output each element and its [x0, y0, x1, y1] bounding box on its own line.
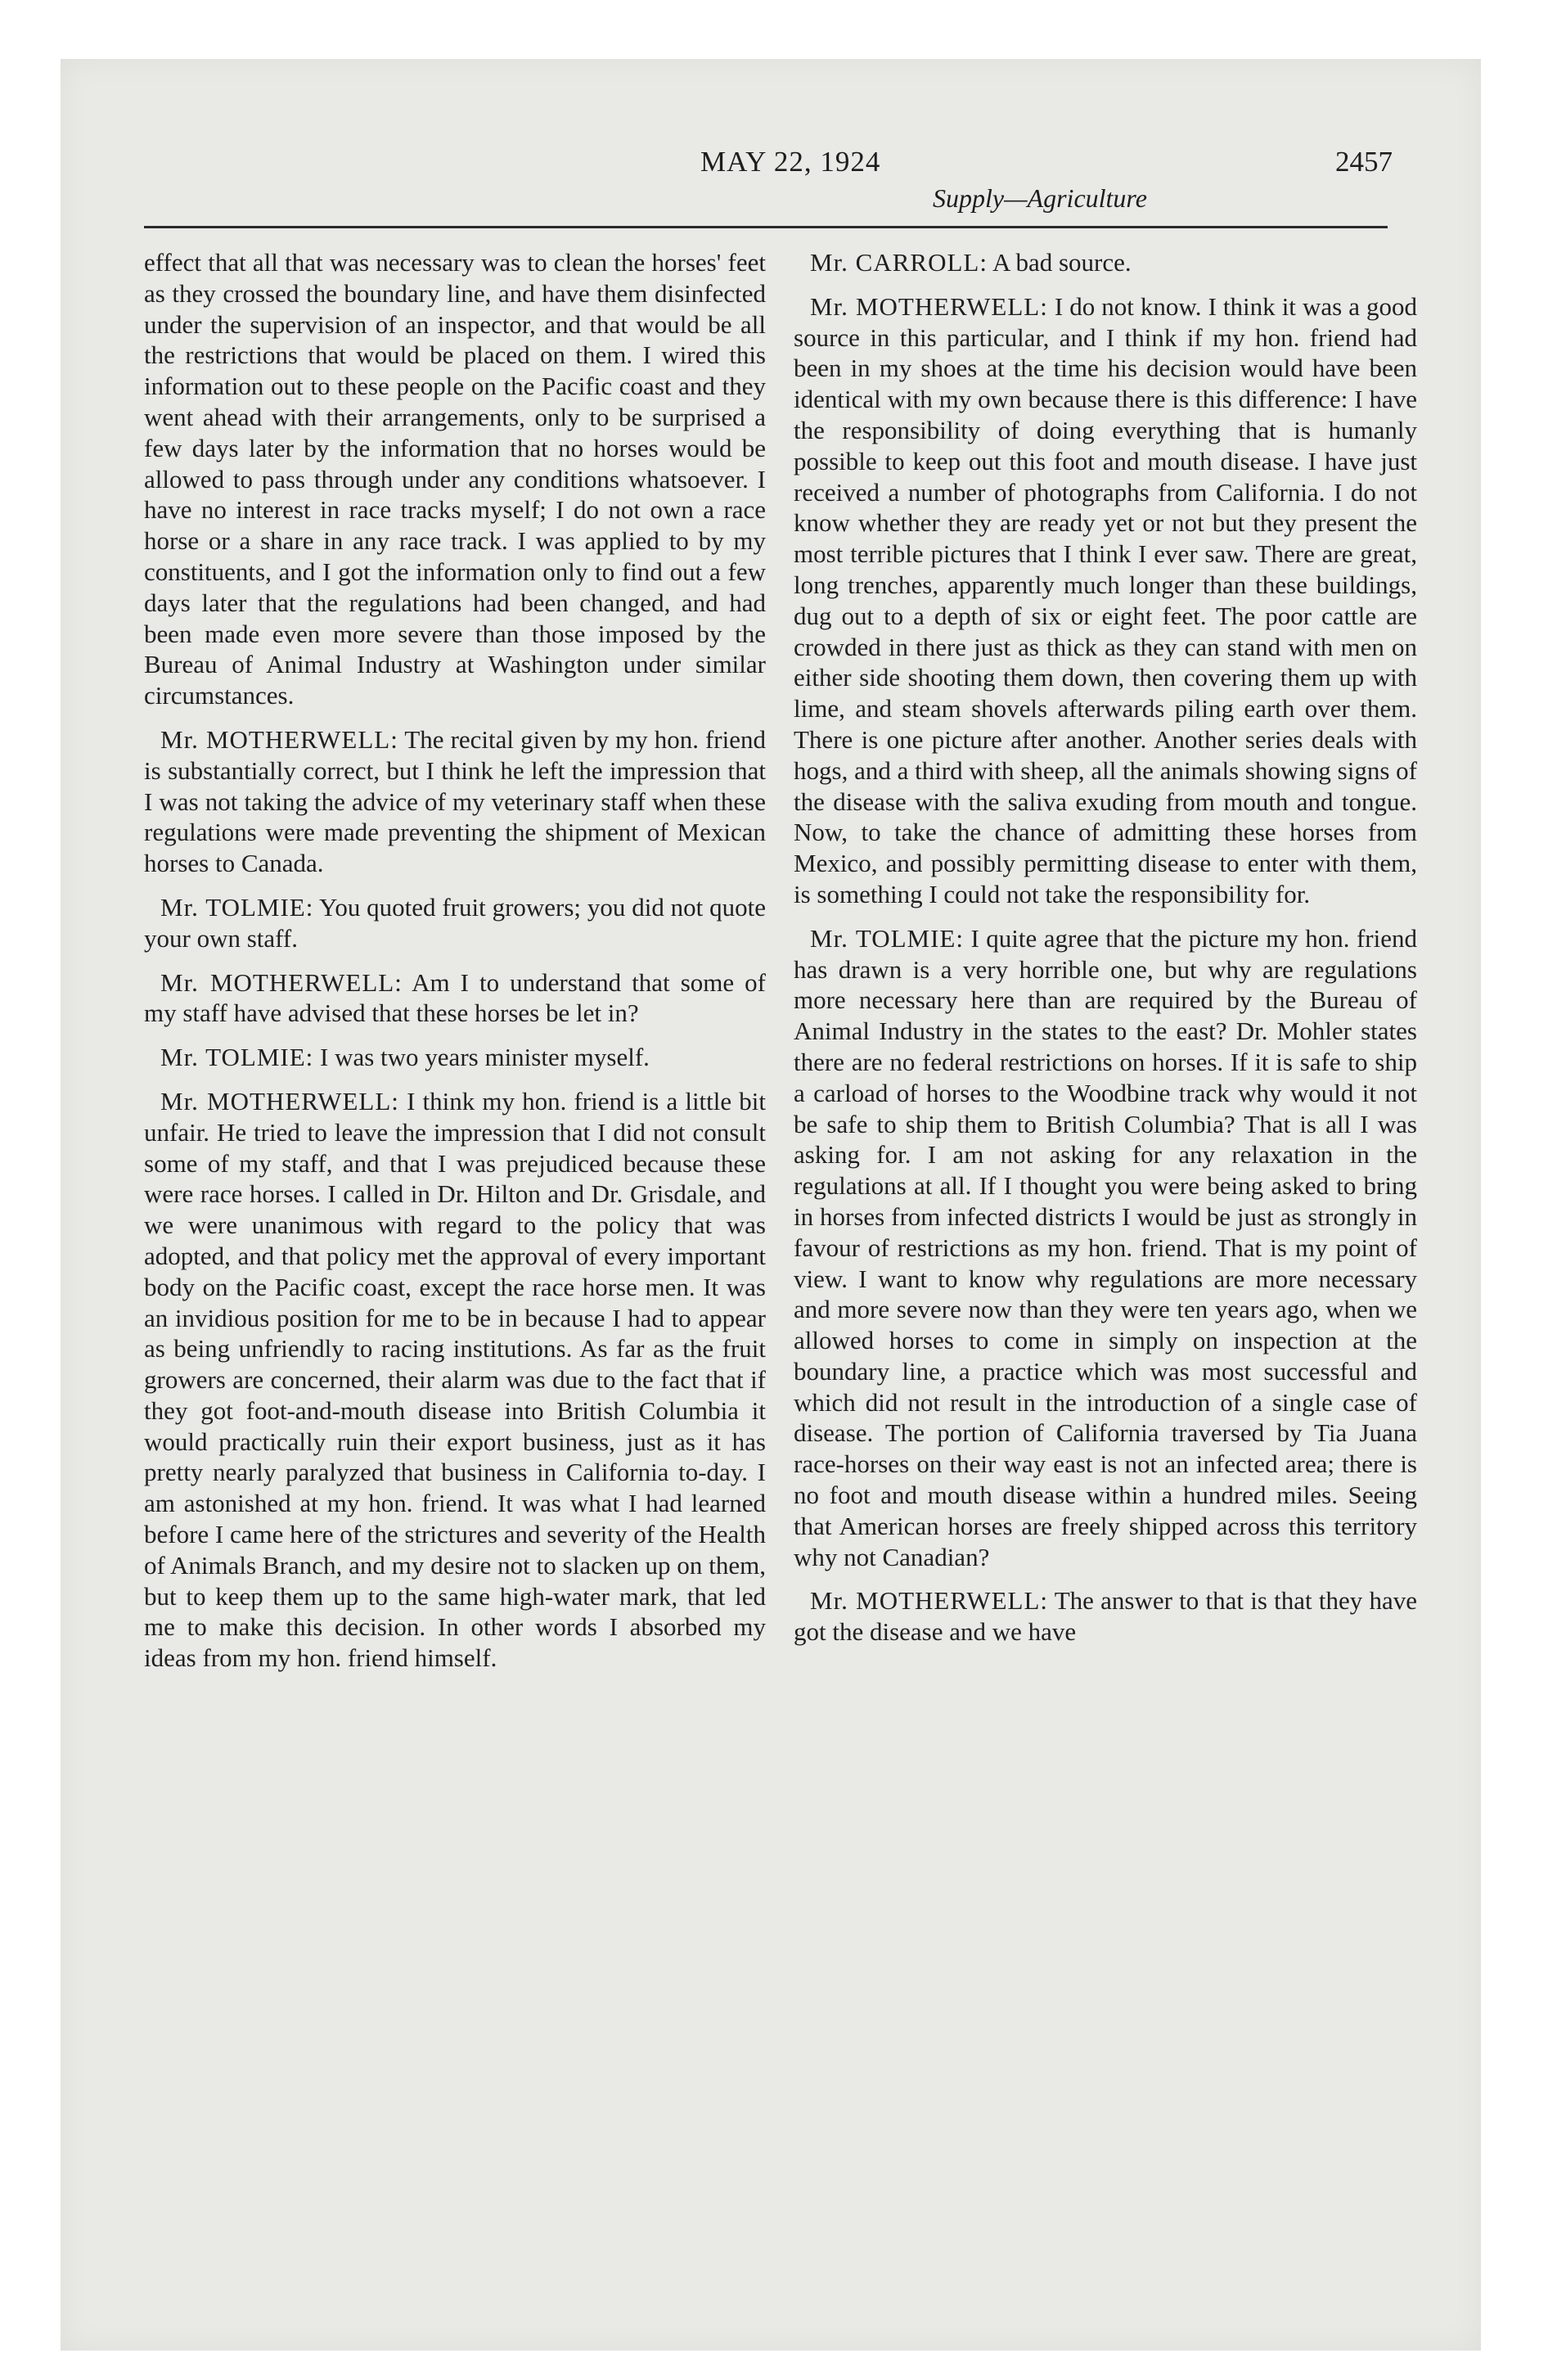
paragraph-text: I do not know. I think it was a good source in this particular, and I think if my hon. friend had been in my shoes at the time his decision would have been identical with my own because there is this difference: I have the responsibility of doing everything that is humanly possible to keep out this foot and mouth disease. I have just received a number of photographs from California. I do not know whether they are ready yet or not but they present the most terrible pictures that I think I ever saw. There are great, long trenches, apparently much longer than these buildings, dug out to a depth of six or eight feet. The poor cattle are crowded in there just as thick as they can stand with men on either side shooting them down, then covering them up with lime, and steam shovels afterwards piling earth over them. There is one picture after another. Another series deals with hogs, and a third with sheep, all the animals showing signs of the disease with the saliva exuding from mouth and tongue. Now, to take the chance of admitting these horses from Mexico, and possibly permitting disease to enter with them, is something I could not take the responsibility for.: [794, 291, 1417, 908]
speaker-name: Mr. CARROLL:: [810, 248, 988, 277]
paragraph-text: I think my hon. friend is a little bit unfair. He tried to leave the impression that I did not consult some of my staff, and that I was prejudiced because these were race horses. I called in Dr. Hilton and Dr. Grisdale, and we were unanimous with regard to the policy that was adopted, and that policy met the approval of every important body on the Pacific coast, except the race horse men. It was an invidious position for me to be in because I had to appear as being unfriendly to racing institutions. As far as the fruit growers are concerned, their alarm was due to the fact that if they got foot-and-mouth disease into British Columbia it would practically ruin their export business, just as it has pretty nearly paralyzed that business in California to-day. I am astonished at my hon. friend. It was what I had learned before I came here of the strictures and severity of the Health of Animals Branch, and my desire not to slacken up on them, but to keep them up to the same high-water mark, that led me to make this decision. In other words I absorbed my ideas from my hon. friend himself.: [144, 1086, 767, 1673]
paragraph-text: A bad source.: [992, 248, 1132, 277]
paragraph: [144, 892, 766, 954]
speaker-name: Mr. MOTHERWELL:: [160, 724, 398, 754]
speaker-name: Mr. MOTHERWELL:: [810, 291, 1048, 321]
paragraph: [144, 247, 766, 711]
speaker-name: Mr. TOLMIE:: [160, 892, 314, 922]
speaker-name: Mr. MOTHERWELL:: [810, 1586, 1049, 1616]
header-rule: [144, 226, 1388, 228]
header-date: MAY 22, 1924: [700, 146, 881, 178]
paragraph: [794, 247, 1417, 278]
left-column: [144, 247, 766, 1687]
paragraph-text: effect that all that was necessary was to clean the horses' feet as they crossed the boundary line, and have them disinfected under the supervision of an inspector, and that would be all the restrictions that would be placed on them. I wired this information out to these people on the Pacific coast and they went ahead with their arrangements, only to be surprised a few days later by the information that no horses would be allowed to pass through under any conditions whatsoever. I have no interest in race tracks myself; I do not own a race horse or a share in any race track. I was applied to by my constituents, and I got the information only to find out a few days later that the regulations had been changed, and had been made even more severe than those imposed by the Bureau of Animal Industry at Washington under similar circumstances.: [144, 248, 766, 710]
paragraph-text: I quite agree that the picture my hon. friend has drawn is a very horrible one, but why are regulations more necessary here than are required by the Bureau of Animal Industry in the states to the east? Dr. Mohler states there are no federal restrictions on horses. If it is safe to ship a carload of horses to the Woodbine track why would it not be safe to ship them to British Columbia? That is all I was asking for. I am not asking for any relaxation in the regulations at all. If I thought you were being asked to bring in horses from infected districts I would be just as strongly in favour of restrictions as my hon. friend. That is my point of view. I want to know why regulations are more necessary and more severe now than they were ten years ago, when we allowed horses to come in simply on inspection at the boundary line, a practice which was most successful and which did not result in the introduction of a single case of disease. The portion of California traversed by Tia Juana race-horses on their way east is not an infected area; there is no foot and mouth disease within a hundred miles. Seeing that American horses are freely shipped across this territory why not Canadian?: [794, 923, 1417, 1571]
paragraph: [144, 967, 766, 1030]
section-title: Supply—Agriculture: [933, 183, 1147, 213]
paragraph-text: Am I to understand that some of my staff have advised that these horses be let in?: [144, 967, 766, 1028]
paragraph: [794, 1585, 1417, 1648]
speaker-name: Mr. TOLMIE:: [160, 1043, 314, 1072]
paragraph: [794, 291, 1417, 910]
speaker-name: Mr. MOTHERWELL:: [160, 1086, 399, 1116]
paragraph-text: You quoted fruit growers; you did not quote your own staff.: [144, 892, 766, 953]
paragraph: [144, 1086, 766, 1674]
speaker-name: Mr. MOTHERWELL:: [160, 967, 403, 997]
page-number: 2457: [1335, 146, 1393, 178]
page-header: [144, 146, 1402, 221]
paragraph: [144, 724, 766, 879]
right-column: [794, 247, 1417, 1661]
speaker-name: Mr. TOLMIE:: [810, 923, 964, 953]
paragraph: [144, 1042, 766, 1073]
paragraph: [794, 923, 1417, 1573]
paragraph-text: The answer to that is that they have got the disease and we have: [794, 1586, 1417, 1647]
paragraph-text: I was two years minister myself.: [320, 1043, 650, 1072]
paragraph-text: The recital given by my hon. friend is substantially correct, but I think he left the impression that I was not taking the advice of my veterinary staff when these regulations were made preventing the shipment of Mexican horses to Canada.: [144, 724, 767, 878]
